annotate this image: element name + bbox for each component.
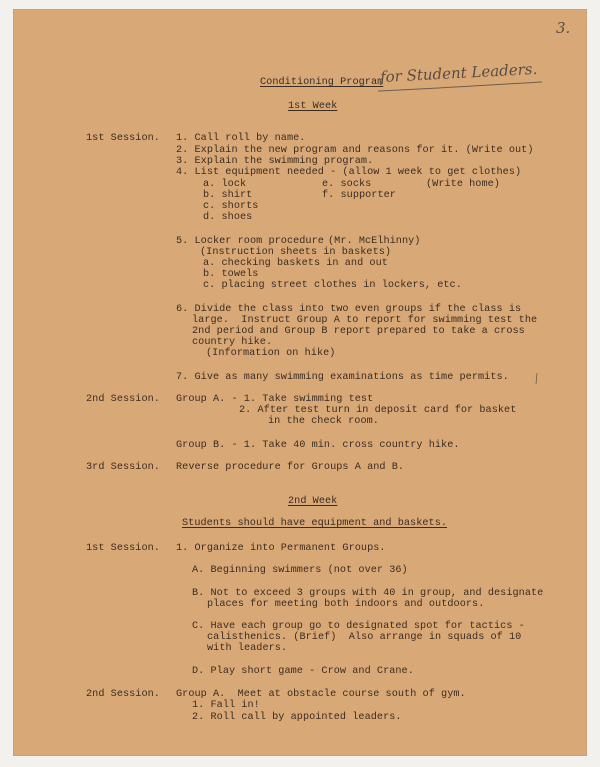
list-item: (Write home) (426, 179, 500, 190)
list-item: d. shoes (203, 212, 253, 223)
list-item: D. Play short game - Crow and Crane. (192, 666, 414, 677)
list-item: Group A. Meet at obstacle course south of gym. (176, 689, 466, 700)
list-item: b. shirt (203, 190, 253, 201)
week1-session2-label: 2nd Session. (86, 394, 160, 405)
list-item: 2nd period and Group B report prepared to take a cross (192, 326, 525, 337)
list-item: 3. Explain the swimming program. (176, 156, 374, 167)
list-item: 7. Give as many swimming examinations as time permits. (176, 372, 509, 383)
list-item: c. shorts (203, 201, 259, 212)
list-item: 1. Organize into Permanent Groups. (176, 543, 386, 554)
list-item: (Information on hike) (206, 348, 336, 359)
list-item: calisthenics. (Brief) Also arrange in squads of 10 (207, 632, 522, 643)
list-item: 1. Call roll by name. (176, 133, 306, 144)
list-item: a. lock (203, 179, 247, 190)
list-item: c. placing street clothes in lockers, etc. (203, 280, 462, 291)
list-item: f. supporter (322, 190, 396, 201)
list-item: 6. Divide the class into two even groups if the class is (176, 304, 522, 315)
list-item: a. checking baskets in and out (203, 258, 388, 269)
week1-heading: 1st Week (288, 101, 338, 112)
week2-subheading: Students should have equipment and baskets. (182, 518, 448, 529)
list-item: with leaders. (207, 643, 288, 654)
list-item: B. Not to exceed 3 groups with 40 in group, and designate (192, 588, 544, 599)
margin-mark (534, 372, 540, 386)
list-item: 1. Fall in! (192, 700, 260, 711)
week2-session1-label: 1st Session. (86, 543, 160, 554)
list-item: large. Instruct Group A to report for swimming test the (192, 315, 538, 326)
list-item: e. socks (322, 179, 372, 190)
page-number: 3. (556, 19, 571, 37)
list-item: country hike. (192, 337, 273, 348)
list-item: Group B. - 1. Take 40 min. cross country hike. (176, 440, 460, 451)
list-item: in the check room. (268, 416, 379, 427)
list-item: b. towels (203, 269, 259, 280)
week1-session1-label: 1st Session. (86, 133, 160, 144)
list-item: Group A. - 1. Take swimming test (176, 394, 374, 405)
list-item: C. Have each group go to designated spot for tactics - (192, 621, 525, 632)
list-item: 2. Roll call by appointed leaders. (192, 712, 402, 723)
list-item: A. Beginning swimmers (not over 36) (192, 565, 408, 576)
week2-session2-label: 2nd Session. (86, 689, 160, 700)
week1-session3-label: 3rd Session. (86, 462, 160, 473)
list-item: (Mr. McElhinny) (328, 236, 421, 247)
annotation-underline (376, 80, 546, 94)
list-item: 5. Locker room procedure (176, 236, 324, 247)
list-item: 4. List equipment needed - (allow 1 week to get clothes) (176, 167, 522, 178)
handwritten-annotation: for Student Leaders. (379, 59, 538, 87)
list-item: places for meeting both indoors and outdoors. (207, 599, 485, 610)
list-item: 2. After test turn in deposit card for basket (239, 405, 517, 416)
week2-heading: 2nd Week (288, 496, 338, 507)
list-item: Reverse procedure for Groups A and B. (176, 462, 405, 473)
document-title: Conditioning Program (260, 77, 384, 88)
list-item: 2. Explain the new program and reasons for it. (Write out) (176, 145, 534, 156)
list-item: (Instruction sheets in baskets) (200, 247, 392, 258)
